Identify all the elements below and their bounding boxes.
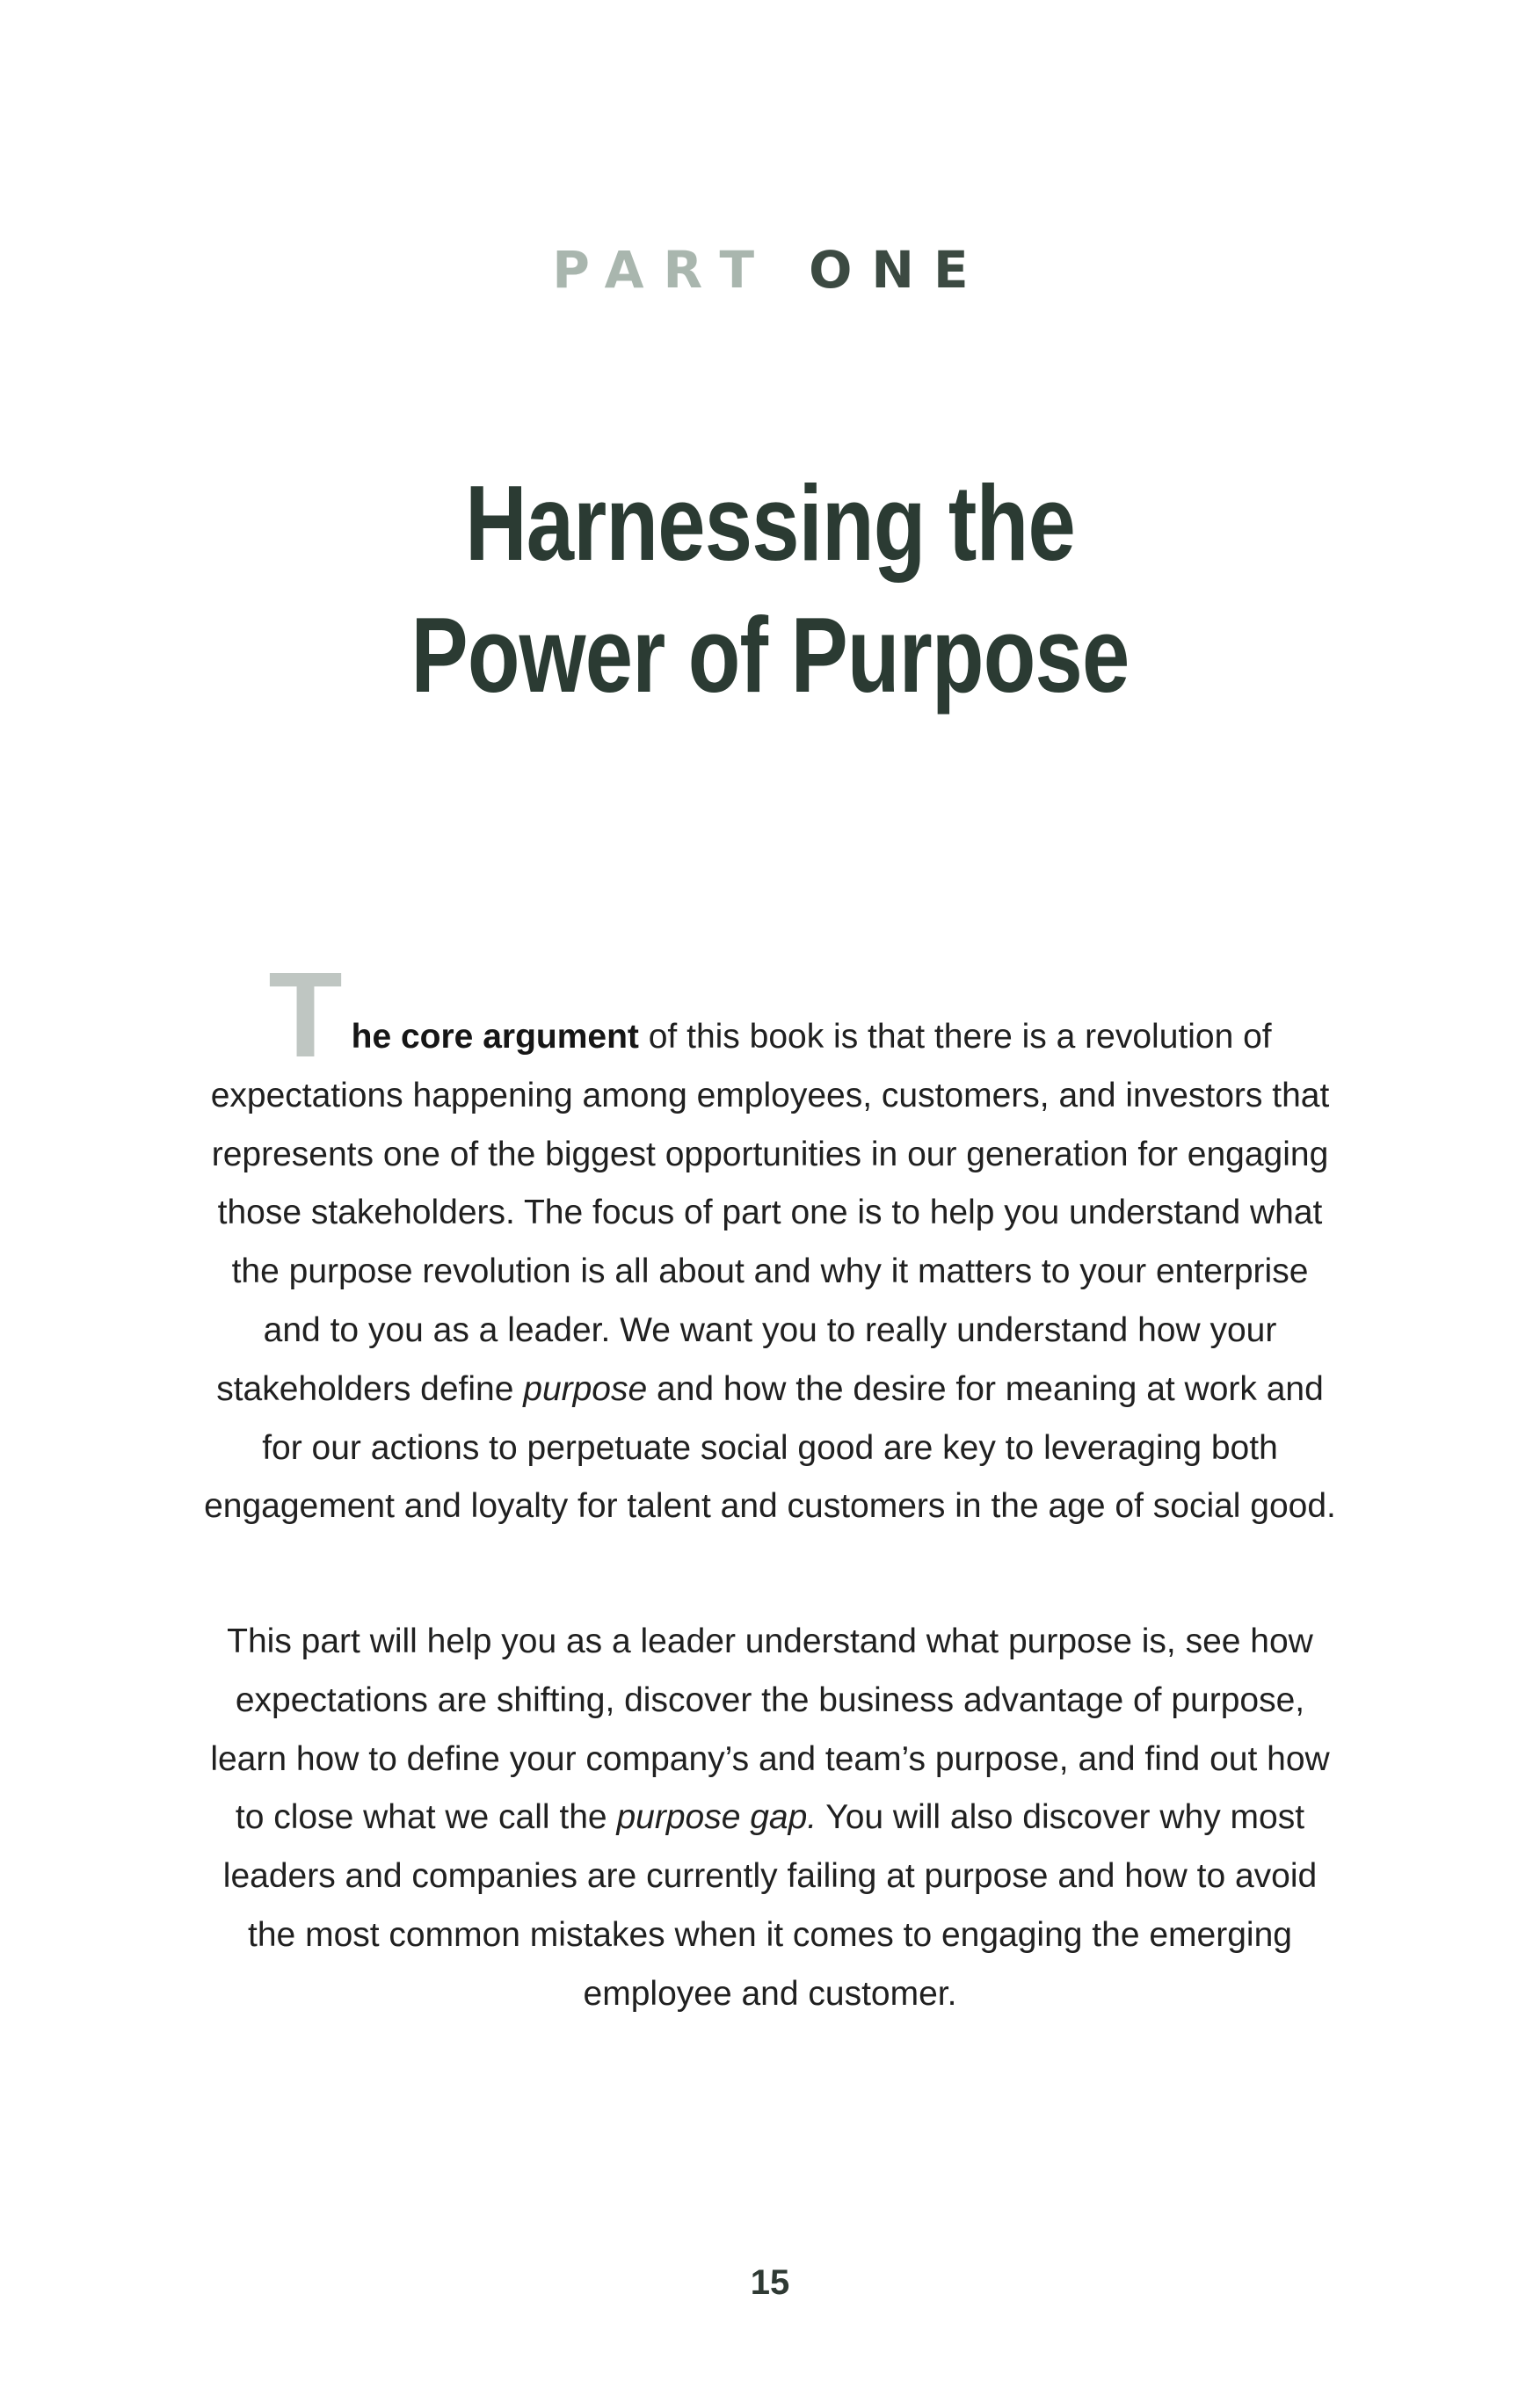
paragraph-2 (202, 1613, 1338, 2024)
lead-in: he core argument (351, 1018, 639, 1056)
title-line-1: Harnessing the (465, 463, 1075, 583)
drop-cap: T (268, 947, 343, 1083)
part-word: PART (552, 240, 774, 300)
part-number: ONE (809, 240, 988, 300)
part-label (0, 239, 1540, 301)
paragraph-1 (202, 947, 1338, 1536)
paragraph-1-italic: purpose (523, 1369, 648, 1408)
paragraph-2-italic: purpose gap. (616, 1798, 817, 1837)
paragraph-1-text-a: of this book is that there is a revolution of expectations happening among employees, customers, and investors that represents one of the biggest opportunities in our generation for engaging those stakeholders. The focus of part one is to help you understand what the purpose revolution is all about and why it matters to your enterprise and to you as a leader. We want you to really understand how your stakeholders define (210, 1018, 1330, 1408)
paragraph-2-text-b: You will also discover why most leaders and companies are currently failing at purpose and how to avoid the most common mistakes when it comes to engaging the emerging employee and customer. (222, 1798, 1318, 2013)
chapter-title (154, 457, 1386, 721)
title-line-2: Power of Purpose (410, 595, 1130, 715)
paragraph-2-text-a: This part will help you as a leader understand what purpose is, see how expectations are shifting, discover the business advantage of purpose, learn how to define your company’s and team’s purpose, and find out how to close what we call the (210, 1622, 1330, 1837)
paragraph-1-text-b: and how the desire for meaning at work and for our actions to perpetuate social good are key to leveraging both engagement and loyalty for talent and customers in the age of social good. (204, 1369, 1336, 1526)
page-number: 15 (750, 2263, 790, 2302)
